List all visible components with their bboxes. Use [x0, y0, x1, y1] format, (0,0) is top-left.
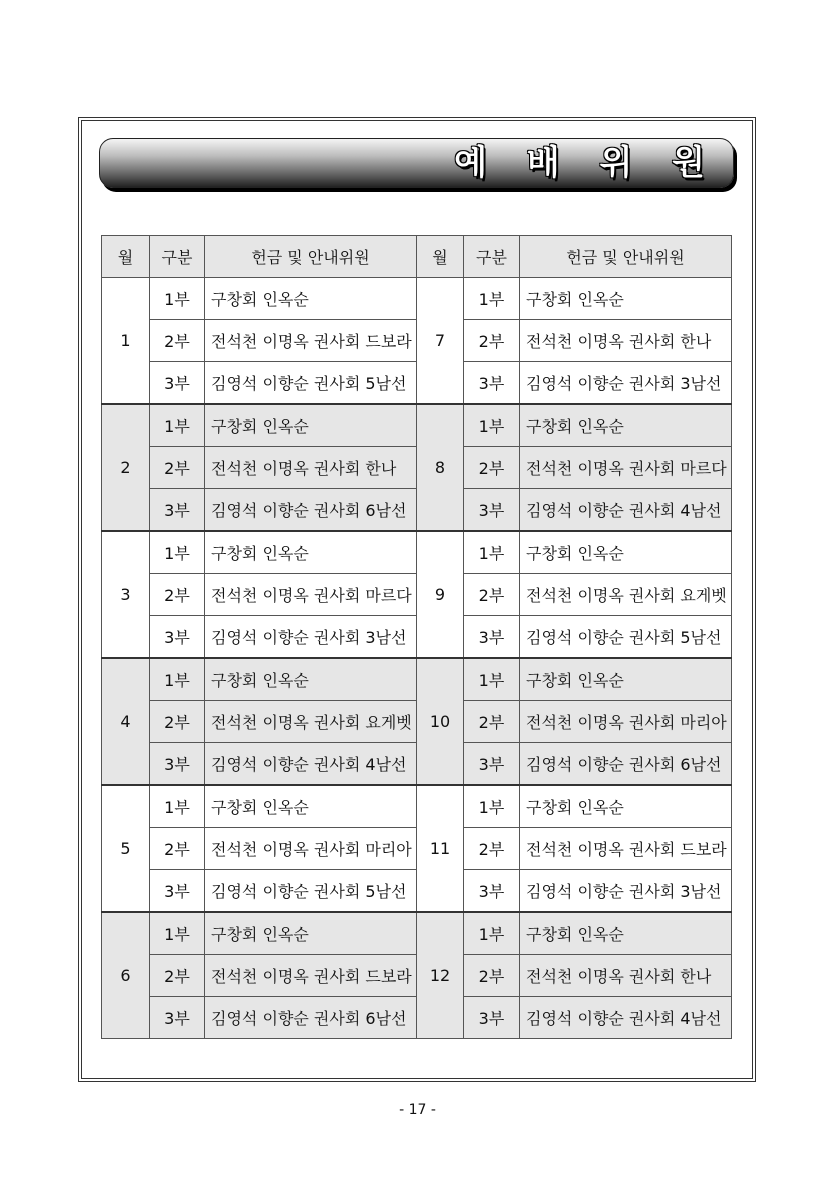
service-cell: 1부 — [150, 912, 205, 955]
worship-committee-table — [101, 235, 732, 1039]
table-row — [102, 785, 732, 828]
names-cell: 구창회 인옥순 — [205, 278, 417, 320]
table-row — [102, 404, 732, 447]
month-cell: 3 — [102, 531, 150, 658]
service-cell: 2부 — [464, 447, 520, 489]
names-cell: 구창회 인옥순 — [520, 658, 732, 701]
header-month-right: 월 — [417, 236, 464, 278]
names-cell: 전석천 이명옥 권사회 마리아 — [205, 828, 417, 870]
names-cell: 김영석 이향순 권사회 6남선 — [205, 489, 417, 532]
month-cell: 9 — [417, 531, 464, 658]
title-banner — [99, 138, 734, 188]
names-cell: 구창회 인옥순 — [520, 278, 732, 320]
header-service-right: 구분 — [464, 236, 520, 278]
names-cell: 구창회 인옥순 — [205, 912, 417, 955]
header-service-left: 구분 — [150, 236, 205, 278]
service-cell: 3부 — [464, 997, 520, 1039]
table-row — [102, 658, 732, 701]
names-cell: 구창회 인옥순 — [520, 531, 732, 574]
names-cell: 김영석 이향순 권사회 4남선 — [205, 743, 417, 786]
names-cell: 전석천 이명옥 권사회 드보라 — [205, 320, 417, 362]
service-cell: 3부 — [150, 870, 205, 913]
names-cell: 구창회 인옥순 — [205, 531, 417, 574]
names-cell: 전석천 이명옥 권사회 드보라 — [205, 955, 417, 997]
service-cell: 2부 — [150, 828, 205, 870]
service-cell: 2부 — [150, 320, 205, 362]
names-cell: 전석천 이명옥 권사회 마리아 — [520, 701, 732, 743]
service-cell: 2부 — [464, 701, 520, 743]
month-cell: 12 — [417, 912, 464, 1039]
month-cell: 1 — [102, 278, 150, 405]
table-body — [102, 278, 732, 1039]
service-cell: 3부 — [464, 743, 520, 786]
names-cell: 구창회 인옥순 — [205, 404, 417, 447]
service-cell: 2부 — [150, 701, 205, 743]
service-cell: 1부 — [150, 531, 205, 574]
service-cell: 1부 — [464, 658, 520, 701]
service-cell: 2부 — [464, 320, 520, 362]
service-cell: 1부 — [150, 404, 205, 447]
names-cell: 김영석 이향순 권사회 3남선 — [520, 362, 732, 405]
header-month-left: 월 — [102, 236, 150, 278]
names-cell: 전석천 이명옥 권사회 한나 — [520, 955, 732, 997]
names-cell: 전석천 이명옥 권사회 드보라 — [520, 828, 732, 870]
service-cell: 1부 — [464, 785, 520, 828]
service-cell: 2부 — [464, 955, 520, 997]
names-cell: 구창회 인옥순 — [520, 404, 732, 447]
names-cell: 전석천 이명옥 권사회 마르다 — [205, 574, 417, 616]
table-row — [102, 531, 732, 574]
names-cell: 전석천 이명옥 권사회 한나 — [205, 447, 417, 489]
table-row — [102, 278, 732, 320]
service-cell: 3부 — [150, 489, 205, 532]
page-title: 예 배 위 원 — [454, 143, 719, 183]
names-cell: 전석천 이명옥 권사회 마르다 — [520, 447, 732, 489]
names-cell: 김영석 이향순 권사회 3남선 — [520, 870, 732, 913]
service-cell: 3부 — [464, 870, 520, 913]
month-cell: 7 — [417, 278, 464, 405]
names-cell: 김영석 이향순 권사회 5남선 — [520, 616, 732, 659]
month-cell: 2 — [102, 404, 150, 531]
month-cell: 5 — [102, 785, 150, 912]
service-cell: 3부 — [150, 997, 205, 1039]
service-cell: 2부 — [464, 828, 520, 870]
service-cell: 2부 — [150, 955, 205, 997]
service-cell: 2부 — [150, 447, 205, 489]
service-cell: 3부 — [150, 616, 205, 659]
names-cell: 전석천 이명옥 권사회 요게벳 — [520, 574, 732, 616]
month-cell: 4 — [102, 658, 150, 785]
names-cell: 김영석 이향순 권사회 4남선 — [520, 997, 732, 1039]
names-cell: 구창회 인옥순 — [205, 658, 417, 701]
table-row — [102, 912, 732, 955]
service-cell: 3부 — [464, 362, 520, 405]
service-cell: 1부 — [464, 531, 520, 574]
names-cell: 김영석 이향순 권사회 3남선 — [205, 616, 417, 659]
names-cell: 김영석 이향순 권사회 6남선 — [520, 743, 732, 786]
service-cell: 3부 — [464, 616, 520, 659]
month-cell: 8 — [417, 404, 464, 531]
month-cell: 6 — [102, 912, 150, 1039]
service-cell: 3부 — [464, 489, 520, 532]
table-header-row — [102, 236, 732, 278]
service-cell: 1부 — [150, 278, 205, 320]
names-cell: 전석천 이명옥 권사회 한나 — [520, 320, 732, 362]
names-cell: 구창회 인옥순 — [520, 785, 732, 828]
service-cell: 1부 — [464, 404, 520, 447]
names-cell: 구창회 인옥순 — [520, 912, 732, 955]
service-cell: 2부 — [464, 574, 520, 616]
names-cell: 전석천 이명옥 권사회 요게벳 — [205, 701, 417, 743]
names-cell: 김영석 이향순 권사회 6남선 — [205, 997, 417, 1039]
header-names-right: 헌금 및 안내위원 — [520, 236, 732, 278]
names-cell: 구창회 인옥순 — [205, 785, 417, 828]
service-cell: 1부 — [464, 912, 520, 955]
service-cell: 1부 — [150, 658, 205, 701]
month-cell: 11 — [417, 785, 464, 912]
service-cell: 2부 — [150, 574, 205, 616]
service-cell: 1부 — [464, 278, 520, 320]
service-cell: 1부 — [150, 785, 205, 828]
page-number: - 17 - — [399, 1102, 436, 1118]
names-cell: 김영석 이향순 권사회 4남선 — [520, 489, 732, 532]
service-cell: 3부 — [150, 362, 205, 405]
header-names-left: 헌금 및 안내위원 — [205, 236, 417, 278]
names-cell: 김영석 이향순 권사회 5남선 — [205, 362, 417, 405]
names-cell: 김영석 이향순 권사회 5남선 — [205, 870, 417, 913]
service-cell: 3부 — [150, 743, 205, 786]
month-cell: 10 — [417, 658, 464, 785]
